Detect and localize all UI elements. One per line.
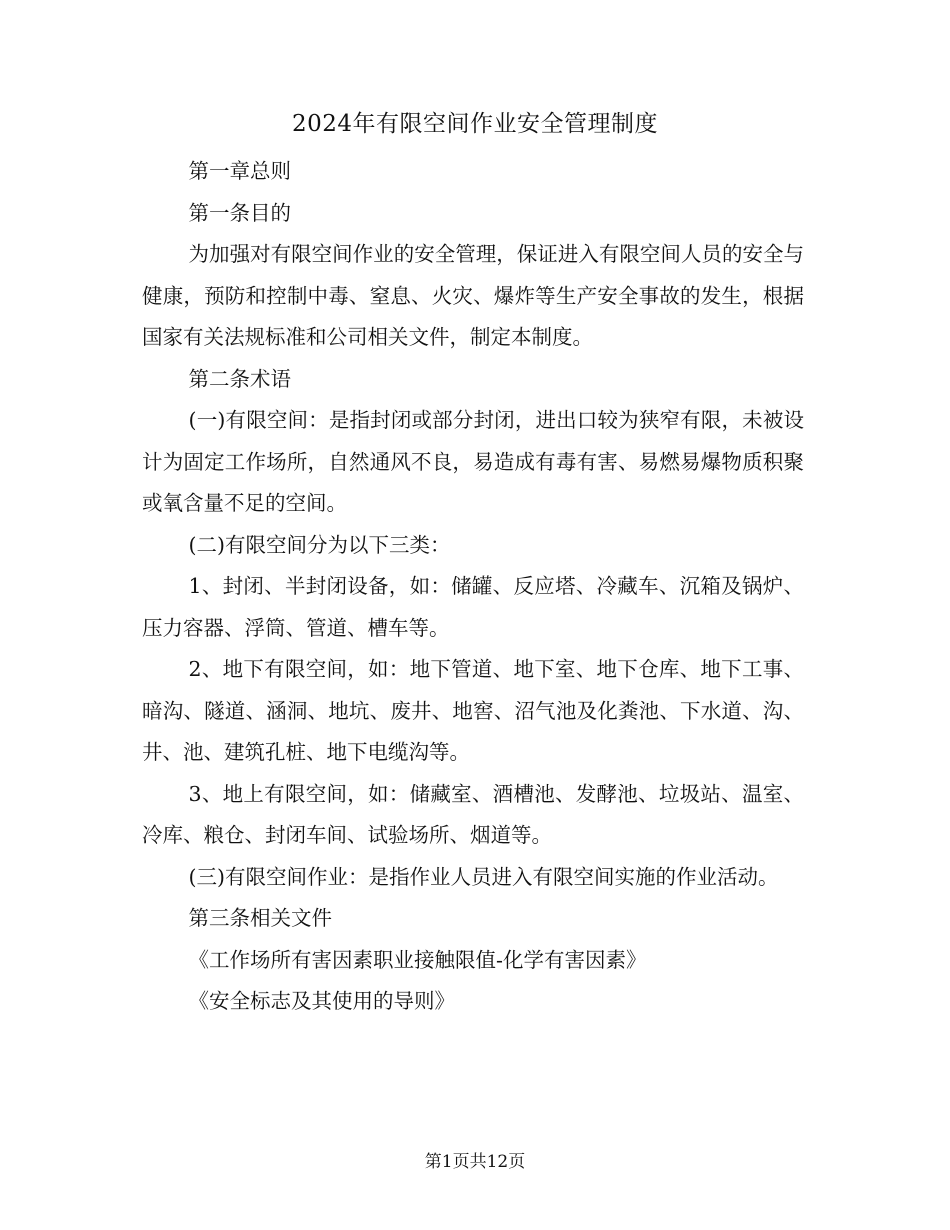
page-number-footer: 第1页共12页	[424, 1152, 526, 1172]
article-heading-purpose: 第一条目的	[188, 200, 292, 225]
paragraph-confined-work: (三)有限空间作业：是指作业人员进入有限空间实施的作业活动。	[188, 864, 779, 889]
paragraph-definition: (一)有限空间：是指封闭或部分封闭，进出口较为狭窄有限，未被设计为固定工作场所，自然通风不良，易造成有毒有害、易燃易爆物质积聚或氧含量不足的空间。	[142, 408, 804, 515]
list-item-underground-space: 2、地下有限空间，如：地下管道、地下室、地下仓库、地下工事、暗沟、隧道、涵洞、地坑、废井、地窖、沼气池及化粪池、下水道、沟、井、池、建筑孔桩、地下电缆沟等。	[142, 657, 804, 764]
document-body	[142, 151, 804, 1023]
related-document-item: 《工作场所有害因素职业接触限值-化学有害因素》	[188, 947, 647, 972]
list-item-enclosed-equipment: 1、封闭、半封闭设备，如：储罐、反应塔、冷藏车、沉箱及锅炉、压力容器、浮筒、管道、槽车等。	[142, 574, 804, 640]
article-heading-related-documents: 第三条相关文件	[188, 906, 333, 930]
paragraph-purpose: 为加强对有限空间作业的安全管理，保证进入有限空间人员的安全与健康，预防和控制中毒、窒息、火灾、爆炸等生产安全事故的发生，根据国家有关法规标准和公司相关文件，制定本制度。	[142, 242, 804, 349]
paragraph-categories-intro: (二)有限空间分为以下三类：	[188, 532, 451, 557]
article-heading-terms: 第二条术语	[188, 366, 292, 391]
related-document-item: 《安全标志及其使用的导则》	[188, 989, 456, 1013]
chapter-heading: 第一章总则	[188, 159, 292, 183]
list-item-aboveground-space: 3、地上有限空间，如：储藏室、酒槽池、发酵池、垃圾站、温室、冷库、粮仓、封闭车间、试验场所、烟道等。	[142, 781, 804, 847]
document-title: 2024年有限空间作业安全管理制度	[291, 111, 659, 137]
